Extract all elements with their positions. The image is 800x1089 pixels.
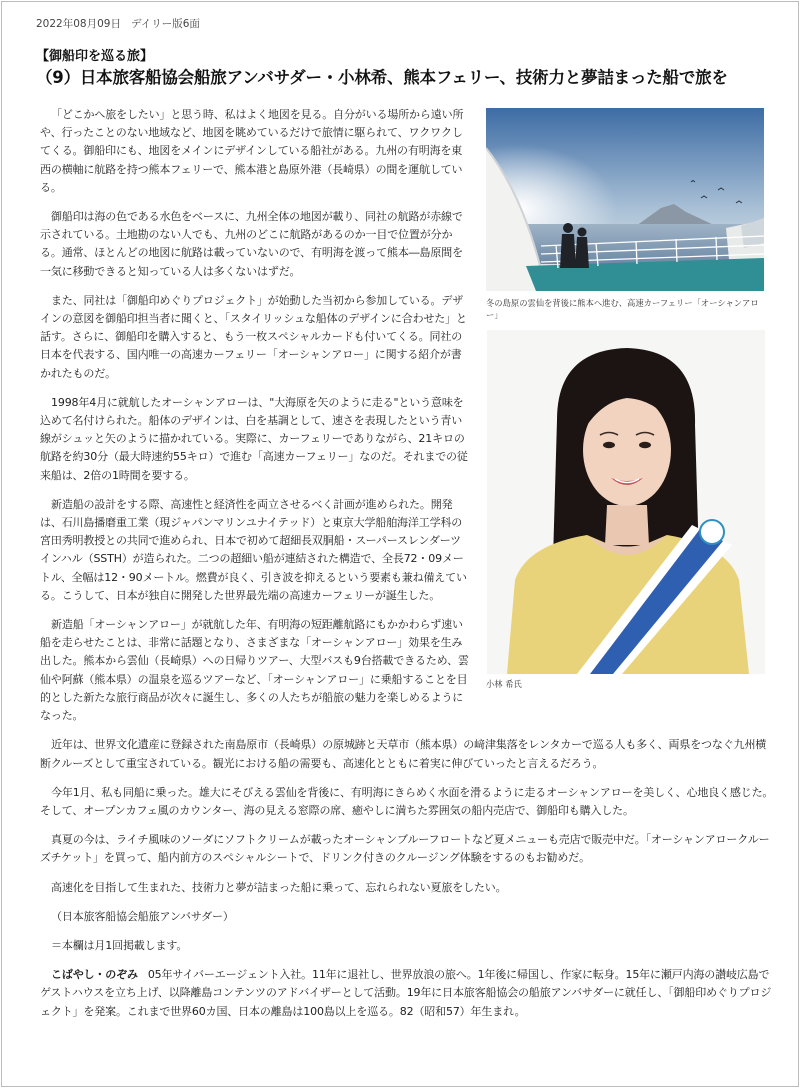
ferry-deck-photo <box>486 108 764 291</box>
ambassador-portrait-illustration <box>487 330 765 674</box>
ambassador-portrait-photo <box>487 330 765 674</box>
column-category: 【御船印を巡る旅】 <box>36 49 154 64</box>
article-headline: （9）日本旅客船協会船旅アンバサダー・小林希、熊本フェリー、技術力と夢詰まった船で旅を <box>36 68 728 87</box>
ferry-deck-illustration <box>486 108 764 291</box>
paragraph: 近年は、世界文化遺産に登録された南島原市（長崎県）の原城跡と天草市（熊本県）の﨑津集落をレンタカーで巡る人も多く、両県をつなぐ九州横断クルーズとして重宝されている。観光における船の需要も、高速化とともに着実に伸びていったと言えるだろう。 <box>40 738 767 770</box>
dateline <box>36 16 200 31</box>
column-note: ＝本欄は月1回掲載します。 <box>51 938 188 952</box>
paragraph: 1998年4月に就航したオーシャンアローは、"大海原を矢のように走る"という意味を込めて名付けられた。船体のデザインは、白を基調として、速さを表現したという青い線がシュッと矢のように描かれている。実際に、カーフェリーでありながら、21キロの航路を約30分（最大時速約55キロ）で進む「高速カーフェリー」なのだ。それまでの従来船は、2倍の1時間を要する。 <box>40 395 468 482</box>
paragraph: 新造船「オーシャンアロー」が就航した年、有明海の短距離航路にもかかわらず速い船を走らせたことは、非常に話題となり、さまざまな「オーシャンアロー」効果を生み出した。熊本から雲仙（長崎県）への日帰りツアー、大型バスも9台搭載できるため、雲仙や阿蘇（熊本県）の温泉を巡るツアーなど、「オーシャンアロー」に乗船することを目的とした新たな旅行商品が次々に誕生し、多くの人たちが船旅の魅力を楽しめるようになった。 <box>40 618 469 723</box>
paragraph: 新造船の設計をする際、高速性と経済性を両立させるべく計画が進められた。開発は、石川島播磨重工業（現ジャパンマリンユナイテッド）と東京大学船舶海洋工学科の宮田秀明教授との共同で進められ、日本で初めて超細長双胴船・スーパースレンダーツインハル（SSTH）が造られた。二つの超細い船が連結された構造で、全長72・09メートル、全幅は12・90メートル。燃費が良く、引き波を抑えるという要素も兼ね備えている。こうして、日本が独自に開発した世界最先端の高速カーフェリーが誕生した。 <box>40 497 467 602</box>
author-profile-text: 05年サイバーエージェント入社。11年に退社し、世界放浪の旅へ。1年後に帰国し、作家に転身。15年に瀬戸内海の讃岐広島でゲストハウスを立ち上げ、以降離島コンテンツのアドバイザーとして活動。19年に日本旅客船協会の船旅アンバサダーに就任し、「御船印めぐりプロジェクト」を発案。これまで世界60カ国、日本の離島は100島以上を巡る。82（昭和57）年生まれ。 <box>40 968 772 1018</box>
paragraph: 高速化を目指して生まれた、技術力と夢が詰まった船に乗って、忘れられない夏旅をしたい。 <box>51 880 507 894</box>
paragraph: 真夏の今は、ライチ風味のソーダにソフトクリームが載ったオーシャンブルーフロートなど夏メニューも売店で販売中だ。「オーシャンアロークルーズチケット」を買って、船内前方のスペシャルシートで、ドリンク付きのクルージング体験をするのもお勧めだ。 <box>40 833 770 865</box>
photo-caption-ferry: 冬の島原の雲仙を背後に熊本へ進む、高速カーフェリー「オーシャンアロー」 <box>486 298 759 320</box>
photo-caption-portrait: 小林 希氏 <box>486 679 522 689</box>
paragraph: 御船印は海の色である水色をベースに、九州全体の地図が載り、同社の航路が赤線で示されている。土地勘のない人でも、九州のどこに航路があるのか一目で位置が分かる。通常、ほとんどの地図に航路は載っていないので、有明海を渡って熊本―島原間を一気に移動できると知っている人は多くないはずだ。 <box>40 210 463 278</box>
article-page <box>1 1 799 1087</box>
paragraph: また、同社は「御船印めぐりプロジェクト」が始動した当初から参加している。デザインの意図を御船印担当者に聞くと、「スタイリッシュな船体のデザインに合わせた」と話す。さらに、御船印を購入すると、もう一枚スペシャルカードも付いてくる。同社の日本を代表する、国内唯一の高速カーフェリー「オーシャンアロー」に関する紹介が書かれたものだ。 <box>40 293 467 380</box>
paragraph: 「どこかへ旅をしたい」と思う時、私はよく地図を見る。自分がいる場所から遠い所や、行ったことのない地域など、地図を眺めているだけで旅情に駆られて、ワクワクしてくる。御船印にも、地図をメインにデザインしている船社がある。九州の有明海を東西の横軸に航路を持つ熊本フェリーで、熊本港と島原外港（長崎県）の間を運航している。 <box>40 108 464 194</box>
author-profile <box>40 966 775 1021</box>
author-name: こばやし・のぞみ <box>51 968 138 982</box>
edition-label: デイリー版6面 <box>130 18 200 30</box>
author-affiliation: （日本旅客船協会船旅アンバサダー） <box>51 909 234 923</box>
paragraph: 今年1月、私も同船に乗った。雄大にそびえる雲仙を背後に、有明海にきらめく水面を滑るように走るオーシャンアローを美しく、心地良く感じた。そして、オープンカフェ風のカウンター、海の見える窓際の席、癒やしに満ちた雰囲気の船内売店で、御船印も購入した。 <box>40 785 774 817</box>
publish-date: 2022年08月09日 <box>36 18 121 30</box>
